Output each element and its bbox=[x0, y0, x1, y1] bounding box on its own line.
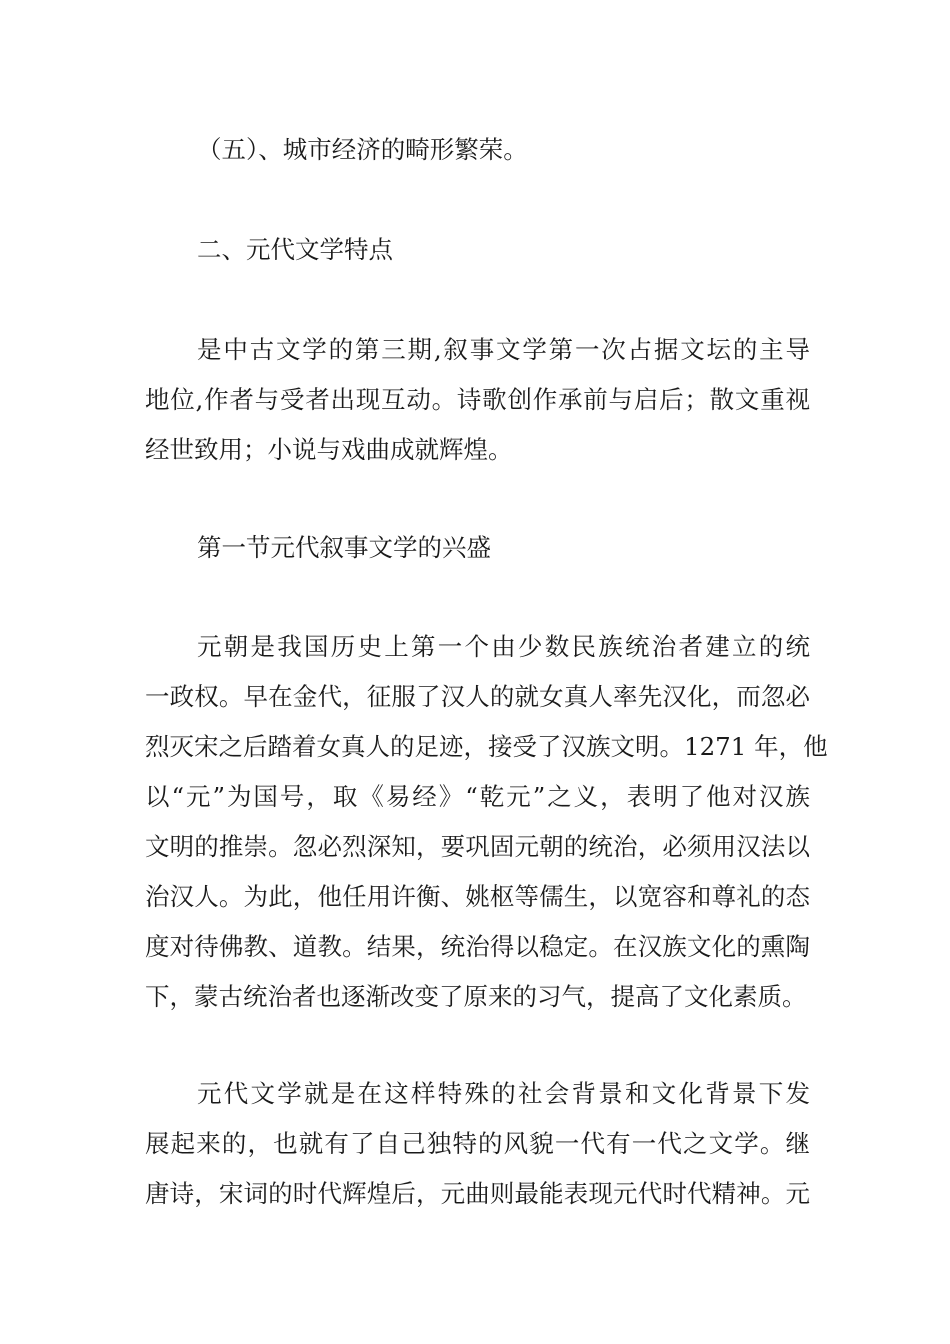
heading-five: （五）、城市经济的畸形繁荣。 bbox=[197, 135, 528, 164]
paragraph-line: 治汉人。为此，他任用许衡、姚枢等儒生，以宽容和尊礼的态 bbox=[145, 882, 810, 911]
paragraph-yuan-dynasty bbox=[145, 622, 828, 1022]
paragraph-line: 一政权。早在金代，征服了汉人的就女真人率先汉化，而忽必 bbox=[145, 682, 810, 711]
heading-section-two: 二、元代文学特点 bbox=[197, 235, 393, 264]
paragraph-line: 地位,作者与受者出现互动。诗歌创作承前与启后；散文重视 bbox=[145, 385, 810, 414]
paragraph-line: 是中古文学的第三期,叙事文学第一次占据文坛的主导 bbox=[197, 335, 810, 364]
heading-section-one: 第一节元代叙事文学的兴盛 bbox=[197, 533, 491, 562]
paragraph-line: 元代文学就是在这样特殊的社会背景和文化背景下发 bbox=[197, 1079, 810, 1108]
paragraph-line: 以“元”为国号，取《易经》“乾元”之义，表明了他对汉族 bbox=[145, 782, 810, 811]
paragraph-line: 经世致用；小说与戏曲成就辉煌。 bbox=[145, 435, 513, 464]
paragraph-line: 烈灭宋之后踏着女真人的足迹，接受了汉族文明。1271 年，他 bbox=[145, 732, 828, 761]
paragraph-line: 度对待佛教、道教。结果，统治得以稳定。在汉族文化的熏陶 bbox=[145, 932, 810, 961]
paragraph-line: 文明的推崇。忽必烈深知，要巩固元朝的统治，必须用汉法以 bbox=[145, 832, 810, 861]
paragraph-line: 下，蒙古统治者也逐渐改变了原来的习气，提高了文化素质。 bbox=[145, 982, 807, 1011]
paragraph-characteristics bbox=[145, 325, 810, 475]
paragraph-line: 元朝是我国历史上第一个由少数民族统治者建立的统 bbox=[197, 632, 810, 661]
paragraph-yuan-literature bbox=[145, 1069, 810, 1219]
paragraph-line: 唐诗，宋词的时代辉煌后，元曲则最能表现元代时代精神。元 bbox=[145, 1179, 810, 1208]
paragraph-line: 展起来的，也就有了自己独特的风貌一代有一代之文学。继 bbox=[145, 1129, 810, 1158]
